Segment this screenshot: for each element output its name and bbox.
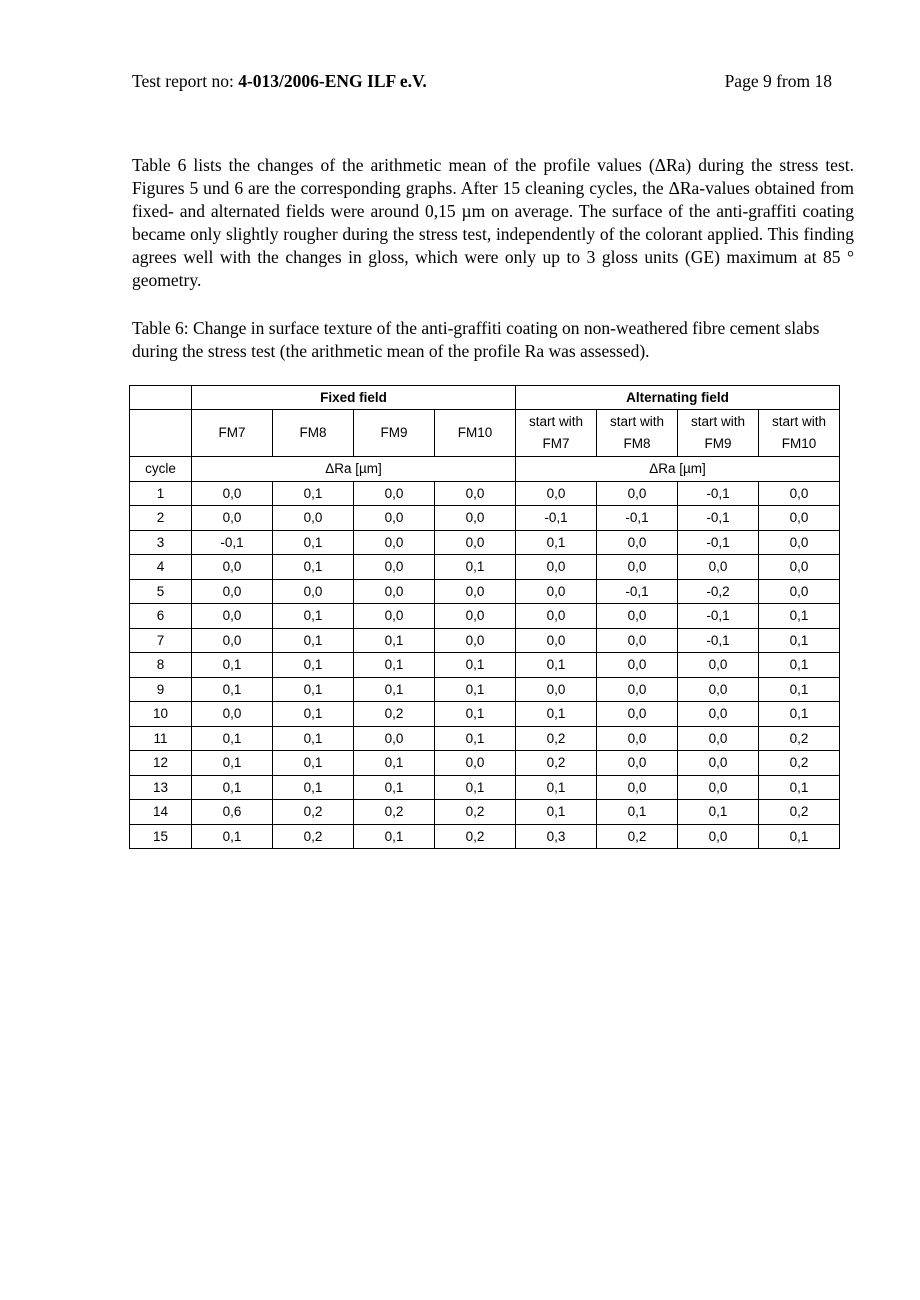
table-cell: 0,0 [435, 751, 516, 776]
table-cell: 0,1 [273, 751, 354, 776]
table-cell: 0,0 [678, 702, 759, 727]
table-cell: 0,1 [192, 677, 273, 702]
table-cell: 0,1 [516, 800, 597, 825]
body-paragraph: Table 6 lists the changes of the arithmetic mean of the profile values (ΔRa) during the stress test. Figures 5 und 6 are the corresponding graphs. After 15 cleaning cycles, the ΔRa-values obtained from fixed- and alternated fields were around 0,15 µm on average. The surface of the anti-graffiti coating became only slightly rougher during the stress test, independently of the colorant applied. This finding agrees well with the changes in gloss, which were only up to 3 gloss units (GE) maximum at 85 ° geometry. [132, 155, 854, 290]
table-cell: 0,2 [759, 726, 840, 751]
cycle-cell: 3 [130, 530, 192, 555]
table-cell: 0,1 [273, 530, 354, 555]
table-cell: 0,0 [354, 726, 435, 751]
table-cell: 0,0 [678, 751, 759, 776]
table-cell: 0,0 [354, 506, 435, 531]
table-cell: -0,1 [678, 481, 759, 506]
table-cell: 0,1 [435, 653, 516, 678]
table-cell: 0,1 [354, 775, 435, 800]
table-cell: 0,0 [516, 628, 597, 653]
unit-fixed: ΔRa [µm] [192, 457, 516, 482]
table-cell: 0,0 [516, 677, 597, 702]
table-cell: 0,1 [678, 800, 759, 825]
table-cell: 0,1 [273, 628, 354, 653]
table-cell: 0,6 [192, 800, 273, 825]
table-cell: 0,1 [354, 751, 435, 776]
table-cell: -0,2 [678, 579, 759, 604]
table-cell: 0,0 [678, 677, 759, 702]
table-cell: 0,0 [597, 481, 678, 506]
page-header [132, 71, 832, 95]
table-cell: -0,1 [597, 579, 678, 604]
table-cell: 0,1 [192, 824, 273, 849]
table-cell: 0,2 [354, 702, 435, 727]
table-cell: -0,1 [678, 530, 759, 555]
table-cell: 0,0 [435, 481, 516, 506]
table-cell: -0,1 [192, 530, 273, 555]
col-start-fm9: start with FM9 [678, 410, 759, 457]
table-group-header [130, 386, 840, 410]
table-cell: 0,0 [516, 555, 597, 580]
table-cell: 0,0 [759, 530, 840, 555]
table-cell: 0,1 [273, 775, 354, 800]
unit-alt: ΔRa [µm] [516, 457, 840, 482]
col-start-fm7: start with FM7 [516, 410, 597, 457]
table-row [130, 677, 840, 702]
col-fm8: FM8 [273, 410, 354, 457]
cycle-cell: 5 [130, 579, 192, 604]
table-cell: 0,0 [597, 530, 678, 555]
page-number: Page 9 from 18 [724, 71, 832, 91]
col-fm10: FM10 [435, 410, 516, 457]
table-row [130, 824, 840, 849]
table-row [130, 775, 840, 800]
table-cell: 0,1 [273, 555, 354, 580]
table-cell: 0,2 [597, 824, 678, 849]
cycle-cell: 2 [130, 506, 192, 531]
table-cell: 0,0 [192, 506, 273, 531]
table-row [130, 726, 840, 751]
table-cell: 0,1 [435, 775, 516, 800]
table-cell: 0,0 [192, 555, 273, 580]
table-row [130, 751, 840, 776]
table-cell: 0,1 [516, 775, 597, 800]
table-cell: 0,0 [759, 481, 840, 506]
table-cell: 0,0 [192, 702, 273, 727]
table-cell: 0,0 [192, 579, 273, 604]
table-cell: 0,0 [759, 506, 840, 531]
table-row [130, 481, 840, 506]
roughness-table [129, 385, 840, 849]
table-row [130, 628, 840, 653]
cycle-cell: 6 [130, 604, 192, 629]
cycle-cell: 1 [130, 481, 192, 506]
table-cell: 0,0 [516, 579, 597, 604]
cycle-cell: 10 [130, 702, 192, 727]
table-cell: 0,0 [597, 628, 678, 653]
col-start-fm10: start with FM10 [759, 410, 840, 457]
table-cell: -0,1 [678, 506, 759, 531]
table-cell: 0,0 [678, 775, 759, 800]
table-cell: 0,1 [759, 677, 840, 702]
table-cell: 0,2 [273, 800, 354, 825]
table-cell: 0,0 [597, 604, 678, 629]
table-cell: 0,0 [678, 555, 759, 580]
table-cell: 0,2 [759, 751, 840, 776]
table-cell: 0,1 [435, 702, 516, 727]
table-cell: 0,1 [435, 726, 516, 751]
table-cell: 0,0 [435, 530, 516, 555]
cycle-cell: 14 [130, 800, 192, 825]
table-cell: 0,0 [516, 481, 597, 506]
table-cell: 0,0 [192, 628, 273, 653]
table-cell: 0,0 [354, 579, 435, 604]
report-number: Test report no: 4-013/2006-ENG ILF e.V. [132, 71, 427, 91]
table-empty-cell [130, 410, 192, 457]
table-cell: 0,1 [516, 530, 597, 555]
table-cell: 0,0 [678, 726, 759, 751]
col-fm7: FM7 [192, 410, 273, 457]
table-cell: 0,1 [759, 628, 840, 653]
table-cell: 0,1 [435, 677, 516, 702]
cycle-cell: 15 [130, 824, 192, 849]
table-cell: 0,1 [759, 775, 840, 800]
table-cell: 0,0 [435, 628, 516, 653]
table-cell: 0,0 [354, 530, 435, 555]
table-cell: 0,2 [273, 824, 354, 849]
table-row [130, 530, 840, 555]
table-cell: 0,1 [516, 702, 597, 727]
col-start-fm8: start with FM8 [597, 410, 678, 457]
cycle-cell: 4 [130, 555, 192, 580]
table-row [130, 653, 840, 678]
table-cell: 0,0 [435, 604, 516, 629]
table-cell: 0,0 [354, 604, 435, 629]
group-fixed-field: Fixed field [192, 386, 516, 410]
table-cell: 0,1 [354, 824, 435, 849]
cycle-cell: 8 [130, 653, 192, 678]
table-cell: 0,1 [759, 702, 840, 727]
table-cell: 0,1 [192, 751, 273, 776]
table-cell: 0,0 [273, 579, 354, 604]
table-cell: 0,0 [597, 653, 678, 678]
table-cell: 0,0 [354, 481, 435, 506]
table-cell: 0,1 [516, 653, 597, 678]
table-cell: 0,0 [597, 775, 678, 800]
table-cell: 0,0 [597, 677, 678, 702]
table-row [130, 579, 840, 604]
table-cell: 0,0 [597, 726, 678, 751]
table-cell: 0,0 [273, 506, 354, 531]
table-cell: 0,3 [516, 824, 597, 849]
table-cell: 0,1 [273, 481, 354, 506]
col-fm9: FM9 [354, 410, 435, 457]
table-cell: 0,1 [435, 555, 516, 580]
table-cell: 0,2 [759, 800, 840, 825]
table-cell: -0,1 [678, 604, 759, 629]
table-cell: 0,1 [192, 726, 273, 751]
table-cell: 0,0 [435, 579, 516, 604]
table-cell: 0,1 [192, 775, 273, 800]
cycle-cell: 11 [130, 726, 192, 751]
table-cell: 0,0 [192, 481, 273, 506]
table-unit-row [130, 457, 840, 482]
table-cell: 0,1 [273, 653, 354, 678]
table-cell: 0,1 [759, 653, 840, 678]
group-alternating-field: Alternating field [516, 386, 840, 410]
table-cell: -0,1 [678, 628, 759, 653]
table-cell: 0,2 [435, 800, 516, 825]
table-cell: 0,1 [354, 653, 435, 678]
table-cell: 0,1 [354, 628, 435, 653]
table-cell: 0,0 [192, 604, 273, 629]
table-row [130, 555, 840, 580]
table-cell: 0,0 [759, 579, 840, 604]
table-cell: 0,0 [597, 702, 678, 727]
table-cell: 0,0 [678, 653, 759, 678]
table-row [130, 702, 840, 727]
cycle-cell: 9 [130, 677, 192, 702]
table-cell: 0,2 [516, 726, 597, 751]
table-column-header [130, 410, 840, 457]
table-cell: 0,0 [759, 555, 840, 580]
cycle-label: cycle [130, 457, 192, 482]
table-cell: 0,2 [435, 824, 516, 849]
table-cell: 0,1 [273, 726, 354, 751]
table-cell: 0,1 [192, 653, 273, 678]
table-cell: 0,0 [678, 824, 759, 849]
table-cell: 0,0 [597, 555, 678, 580]
table-row [130, 506, 840, 531]
table-cell: 0,0 [354, 555, 435, 580]
table-corner-cell [130, 386, 192, 410]
table-cell: 0,1 [759, 604, 840, 629]
table-cell: -0,1 [597, 506, 678, 531]
table-cell: 0,1 [273, 677, 354, 702]
table-cell: 0,1 [273, 702, 354, 727]
table-cell: 0,1 [759, 824, 840, 849]
table-cell: 0,0 [516, 604, 597, 629]
table-cell: 0,2 [354, 800, 435, 825]
cycle-cell: 13 [130, 775, 192, 800]
table-cell: 0,2 [516, 751, 597, 776]
table-cell: 0,1 [597, 800, 678, 825]
table-row [130, 604, 840, 629]
report-id: 4-013/2006-ENG ILF e.V. [238, 71, 427, 91]
cycle-cell: 12 [130, 751, 192, 776]
table-cell: 0,0 [597, 751, 678, 776]
cycle-cell: 7 [130, 628, 192, 653]
table-row [130, 800, 840, 825]
table-cell: -0,1 [516, 506, 597, 531]
table-cell: 0,1 [273, 604, 354, 629]
table-cell: 0,0 [435, 506, 516, 531]
table-cell: 0,1 [354, 677, 435, 702]
table-caption: Table 6: Change in surface texture of the anti-graffiti coating on non-weathered fibre cement slabs during the stress test (the arithmetic mean of the profile Ra was assessed). [132, 318, 820, 361]
